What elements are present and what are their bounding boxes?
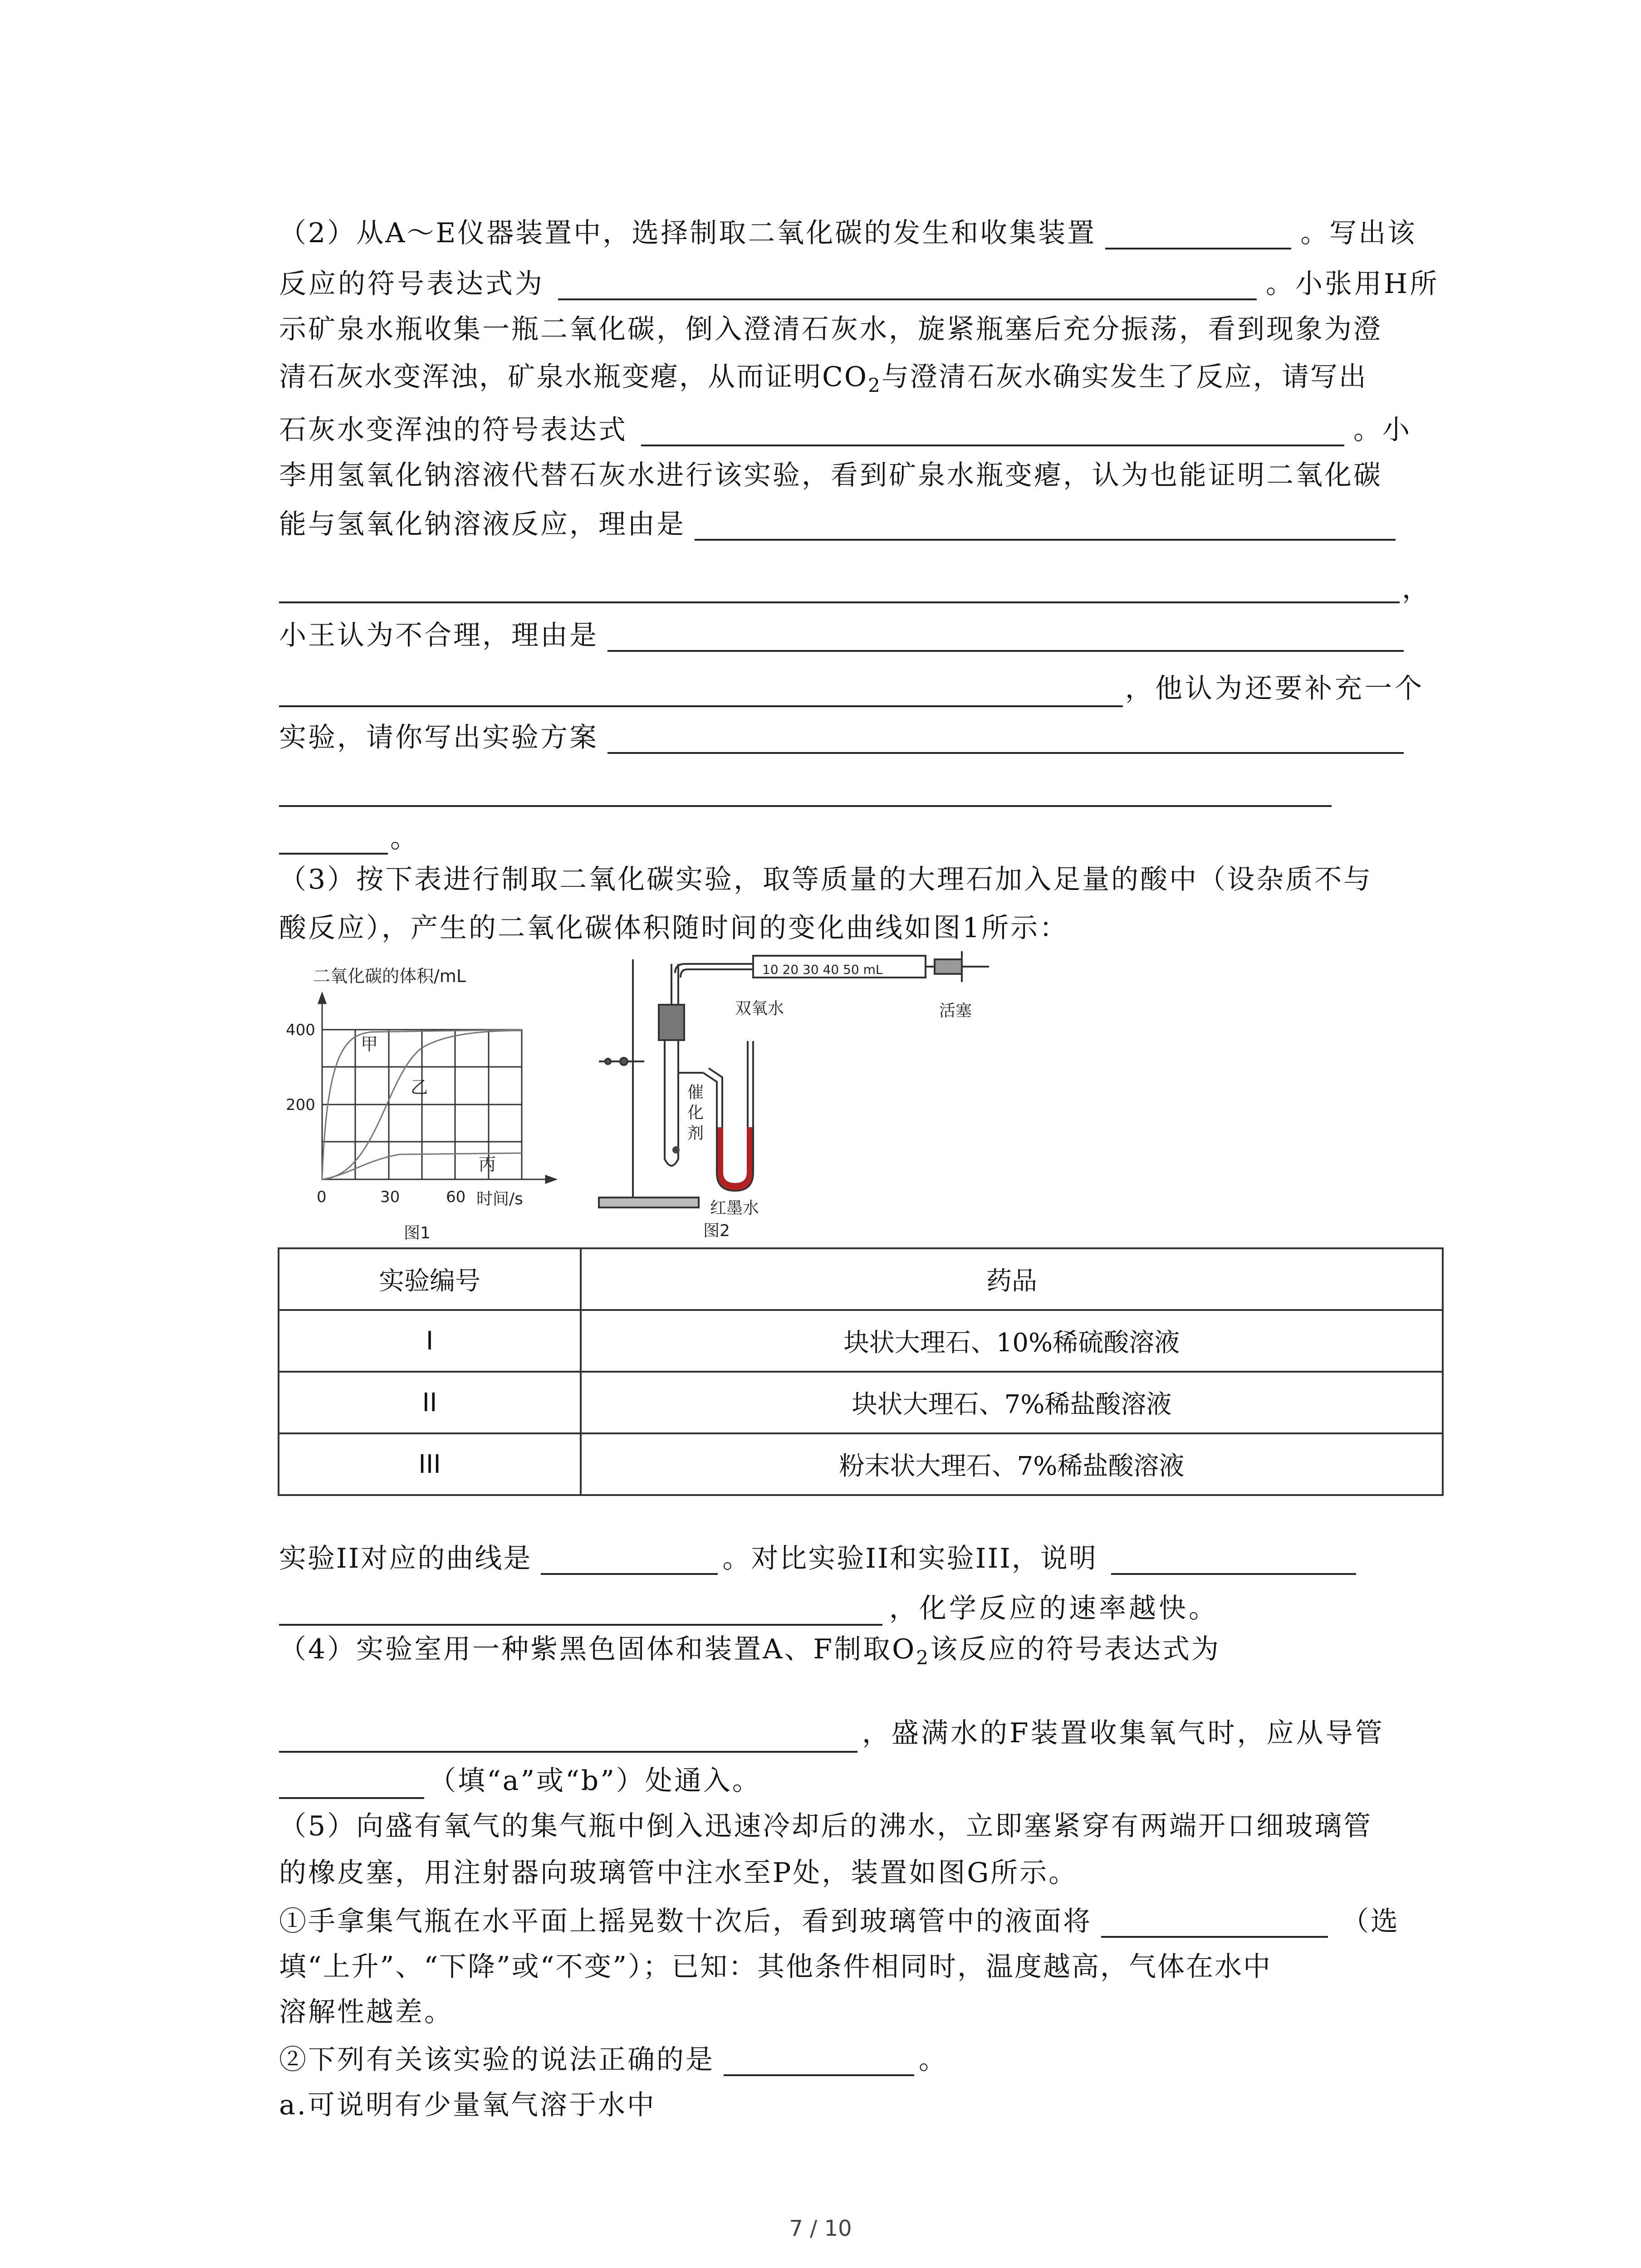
answer-blank[interactable] xyxy=(724,2048,914,2076)
q2-text: 。小 xyxy=(1353,414,1411,446)
column-header: 药品 xyxy=(581,1248,1443,1310)
tick-label: 60 xyxy=(446,1188,466,1206)
experiment-number: II xyxy=(279,1372,581,1433)
q2-line-13: 。 xyxy=(390,822,417,854)
figure-1-chart xyxy=(272,962,590,1252)
answer-line[interactable] xyxy=(279,601,1400,603)
answer-blank[interactable] xyxy=(641,418,1344,446)
page-number: 7 / 10 xyxy=(789,2216,852,2241)
q3-line-2: 酸反应），产生的二氧化碳体积随时间的变化曲线如图1所示： xyxy=(279,912,1069,944)
reagents: 块状大理石、7%稀盐酸溶液 xyxy=(581,1372,1443,1433)
text: ①手拿集气瓶在水平面上摇晃数十次后，看到玻璃管中的液面将 xyxy=(279,1906,1092,1937)
answer-blank[interactable] xyxy=(1105,221,1291,249)
q2-text: 。小张用H所 xyxy=(1266,268,1440,300)
q2-line-7 xyxy=(279,508,1396,541)
table-row xyxy=(279,1433,1443,1495)
q2-text: 。写出该 xyxy=(1300,217,1417,249)
column-header: 实验编号 xyxy=(279,1248,581,1310)
table-row xyxy=(279,1310,1443,1372)
q4-line-1 xyxy=(279,1633,1220,1674)
text: ②下列有关该实验的说法正确的是 xyxy=(279,2044,715,2076)
tick-label: 30 xyxy=(380,1188,400,1206)
after-table-line-1 xyxy=(279,1542,1356,1575)
subscript: 2 xyxy=(916,1647,931,1669)
q2-line-2 xyxy=(279,268,1439,300)
figure-caption: 图2 xyxy=(703,1222,730,1240)
reagents: 块状大理石、10%稀硫酸溶液 xyxy=(581,1310,1443,1372)
q2-line-3: 示矿泉水瓶收集一瓶二氧化碳，倒入澄清石灰水，旋紧瓶塞后充分振荡，看到现象为澄 xyxy=(279,313,1382,345)
label-catalyst-2: 化 xyxy=(687,1104,704,1122)
q2-text: 反应的符号表达式为 xyxy=(279,268,544,300)
q5-line-5: 溶解性越差。 xyxy=(279,1996,453,2028)
red-ink xyxy=(718,1127,752,1190)
experiment-number: III xyxy=(279,1433,581,1495)
q2-line-6: 李用氢氧化钠溶液代替石灰水进行该实验，看到矿泉水瓶变瘪，认为也能证明二氧化碳 xyxy=(279,459,1382,491)
label-catalyst-3: 剂 xyxy=(687,1124,704,1143)
text: 该反应的符号表达式为 xyxy=(930,1633,1221,1665)
q2-text: （2）从A～E仪器装置中，选择制取二氧化碳的发生和收集装置 xyxy=(279,217,1097,249)
text: 。对比实验II和实验III，说明 xyxy=(722,1543,1097,1574)
reagents: 粉末状大理石、7%稀盐酸溶液 xyxy=(581,1433,1443,1495)
q3-line-1: （3）按下表进行制取二氧化碳实验，取等质量的大理石加入足量的酸中（设杂质不与 xyxy=(279,864,1373,895)
answer-blank[interactable] xyxy=(695,513,1396,541)
answer-blank[interactable] xyxy=(607,624,1404,652)
x-axis-label: 时间/s xyxy=(476,1190,523,1208)
tick-label: 0 xyxy=(317,1188,327,1206)
q5-line-1: （5）向盛有氧气的集气瓶中倒入迅速冷却后的沸水，立即塞紧穿有两端开口细玻璃管 xyxy=(279,1810,1373,1842)
q5-line-2: 的橡皮塞，用注射器向玻璃管中注水至P处，装置如图G所示。 xyxy=(279,1857,1078,1889)
label-plunger: 活塞 xyxy=(939,1002,972,1020)
curve-label-jia: 甲 xyxy=(361,1034,378,1054)
q5-line-7: a.可说明有少量氧气溶于水中 xyxy=(279,2089,656,2121)
tick-label: 400 xyxy=(286,1021,315,1039)
text: （4）实验室用一种紫黑色固体和装置A、F制取O xyxy=(279,1633,916,1665)
q2-text: 与澄清石灰水确实发生了反应，请写出 xyxy=(881,361,1367,393)
q5-line-3 xyxy=(279,1905,1400,1938)
text: 。 xyxy=(919,2044,948,2076)
connecting-tube xyxy=(675,964,753,978)
q4-line-2: ，盛满水的F装置收集氧气时，应从导管 xyxy=(862,1717,1385,1749)
answer-line[interactable] xyxy=(279,1797,424,1799)
answer-line[interactable] xyxy=(279,1751,857,1753)
reagent-table xyxy=(278,1247,1444,1496)
answer-blank[interactable] xyxy=(541,1547,718,1575)
figure-2-apparatus xyxy=(590,946,998,1241)
answer-blank[interactable] xyxy=(558,272,1257,300)
after-table-line-2: ，化学反应的速率越快。 xyxy=(889,1593,1219,1624)
experiment-number: I xyxy=(279,1310,581,1372)
q5-line-4: 填“上升”、“下降”或“不变”）；已知：其他条件相同时，温度越高，气体在水中 xyxy=(279,1951,1272,1983)
test-tube xyxy=(659,964,684,1166)
answer-blank[interactable] xyxy=(607,726,1404,754)
q2-line-10: ，他认为还要补充一个 xyxy=(1125,673,1425,704)
text: 实验II对应的曲线是 xyxy=(279,1543,532,1574)
answer-line[interactable] xyxy=(279,705,1123,707)
answer-line[interactable] xyxy=(279,853,388,855)
answer-blank[interactable] xyxy=(1101,1910,1328,1938)
curve-label-bing: 丙 xyxy=(479,1154,496,1174)
syringe-scale: 10 20 30 40 50 mL xyxy=(762,962,883,977)
figure-caption: 图1 xyxy=(404,1224,431,1242)
q4-line-3: （填“a”或“b”）处通入。 xyxy=(429,1765,761,1797)
label-hydrogen-peroxide: 双氧水 xyxy=(735,999,784,1018)
text: （选 xyxy=(1342,1906,1400,1937)
q2-line-11 xyxy=(279,721,1404,754)
label-catalyst-1: 催 xyxy=(687,1083,704,1102)
table-header-row xyxy=(279,1248,1443,1310)
y-axis-label: 二氧化碳的体积/mL xyxy=(313,966,466,986)
subscript: 2 xyxy=(868,374,882,396)
answer-line[interactable] xyxy=(279,805,1332,807)
q2-text: 清石灰水变浑浊，矿泉水瓶变瘪，从而证明CO xyxy=(279,361,868,393)
q2-line-1 xyxy=(279,217,1416,249)
answer-line[interactable] xyxy=(279,1624,882,1626)
curve-label-yi: 乙 xyxy=(411,1077,428,1097)
q2-line-4 xyxy=(279,361,1367,402)
q2-text: 石灰水变浑浊的符号表达式 xyxy=(279,414,627,446)
answer-blank[interactable] xyxy=(1111,1547,1356,1575)
table-row xyxy=(279,1372,1443,1433)
q5-line-6 xyxy=(279,2043,948,2076)
q2-text: 小王认为不合理，理由是 xyxy=(279,620,598,651)
q2-line-8: ， xyxy=(1402,573,1429,605)
label-red-ink: 红墨水 xyxy=(710,1199,759,1217)
tick-label: 200 xyxy=(286,1096,315,1114)
q2-line-5 xyxy=(279,414,1411,446)
q2-text: 能与氢氧化钠溶液反应，理由是 xyxy=(279,508,686,540)
q2-text: 实验，请你写出实验方案 xyxy=(279,722,598,753)
iron-stand xyxy=(599,959,699,1207)
q2-line-9 xyxy=(279,619,1404,652)
